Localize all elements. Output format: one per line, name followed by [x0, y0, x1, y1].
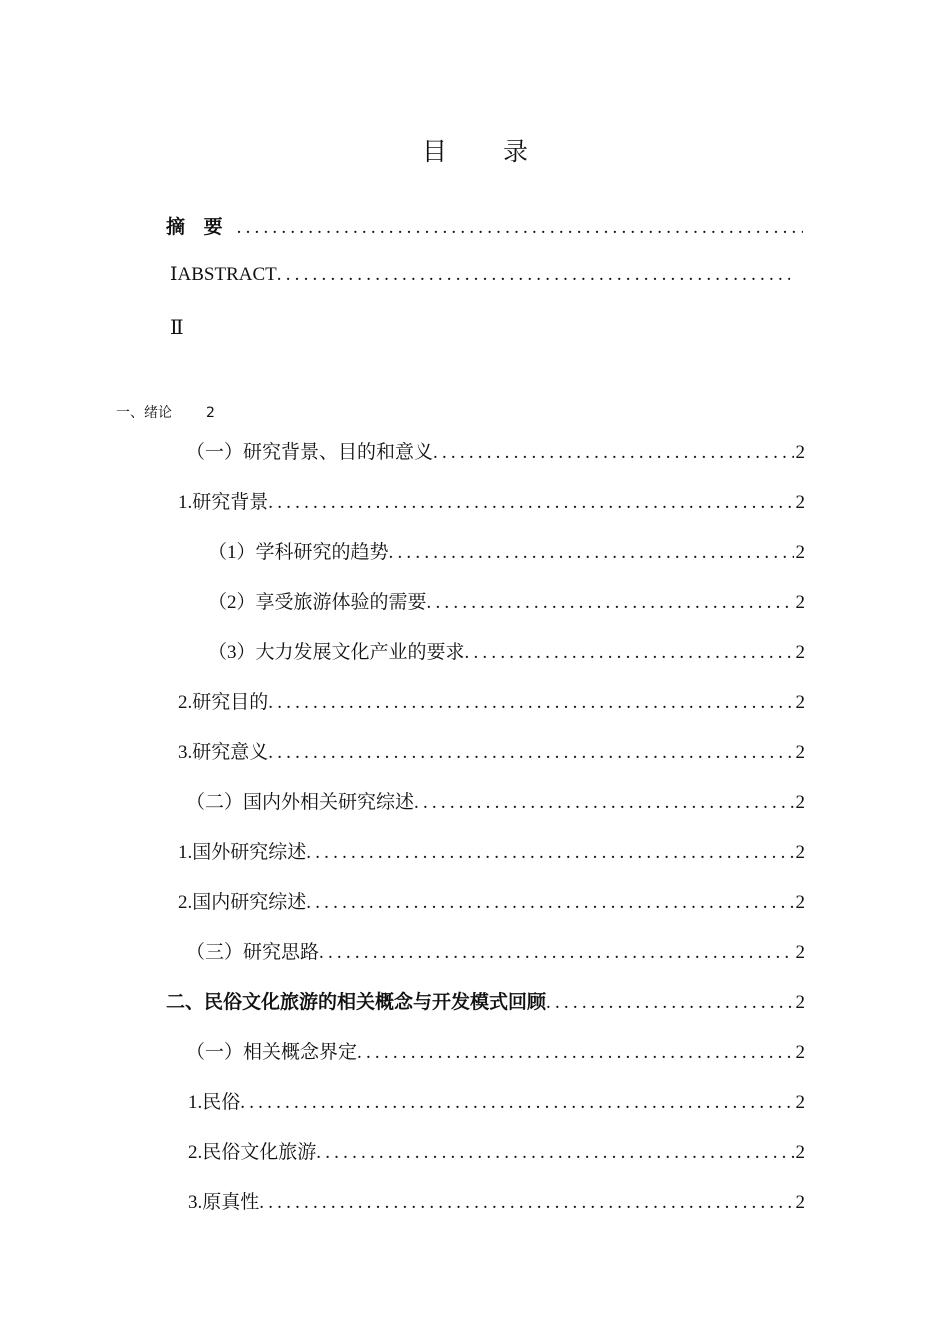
toc-entry-label: （一）研究背景、目的和意义: [186, 442, 434, 463]
toc-entry-intro[interactable]: [116, 402, 215, 422]
toc-entry-label: （二）国内外相关研究综述: [186, 792, 415, 813]
toc-entry-abstract-en[interactable]: [170, 263, 792, 286]
toc-entry[interactable]: [186, 1037, 805, 1064]
toc-entry-label: （一）相关概念界定: [186, 1042, 358, 1063]
toc-entry-label: 1.民俗: [188, 1092, 241, 1113]
toc-entry-page: 2: [795, 442, 805, 463]
dot-leader: [433, 442, 793, 464]
toc-entry-page: 2: [795, 1042, 805, 1063]
dot-leader: [414, 792, 793, 814]
toc-entry-page: 2: [795, 942, 805, 963]
toc-entry[interactable]: [186, 437, 805, 464]
toc-entry-page: 2: [795, 642, 805, 663]
toc-entry-page: 2: [795, 742, 805, 763]
toc-entry[interactable]: [188, 1187, 805, 1214]
toc-entry-label: ⅠABSTRACT: [170, 264, 277, 285]
toc-entry-label: 3.原真性: [188, 1192, 260, 1213]
toc-entry[interactable]: [188, 1087, 805, 1114]
toc-entry-label: 3.研究意义: [178, 742, 269, 763]
toc-entry-label: 2.民俗文化旅游: [188, 1142, 317, 1163]
toc-entry[interactable]: [208, 537, 805, 564]
toc-entry[interactable]: [178, 687, 805, 714]
toc-entry-page: 2: [795, 992, 805, 1013]
toc-entry[interactable]: [178, 887, 805, 914]
toc-entry-label: （2）享受旅游体验的需要: [208, 592, 427, 613]
dot-leader: [546, 992, 793, 1014]
toc-entry-label: 2.国内研究综述: [178, 892, 307, 913]
toc-entry-label: （1）学科研究的趋势: [208, 542, 389, 563]
dot-leader: [389, 542, 794, 564]
dot-leader: [357, 1042, 793, 1064]
toc-entry-page: 2: [795, 792, 805, 813]
dot-leader: [277, 264, 790, 286]
toc-entry-label: （三）研究思路: [186, 942, 320, 963]
toc-entry[interactable]: [178, 837, 805, 864]
toc-entry[interactable]: [178, 487, 805, 514]
toc-entry[interactable]: [208, 637, 805, 664]
toc-entry-page: 2: [795, 542, 805, 563]
dot-leader: [259, 1192, 793, 1214]
toc-entry-label: 一、绪论: [116, 405, 172, 421]
dot-leader: [268, 742, 793, 764]
toc-entry[interactable]: [186, 787, 805, 814]
dot-leader: [306, 842, 793, 864]
dot-leader: [268, 492, 793, 514]
dot-leader: [240, 1092, 793, 1114]
toc-entry-page: 2: [206, 405, 215, 421]
toc-entry-page: 2: [795, 1142, 805, 1163]
toc-entry-label: 摘 要: [166, 216, 229, 238]
toc-title: 目 录: [422, 137, 552, 166]
toc-entry-page: 2: [795, 842, 805, 863]
toc-entry[interactable]: [186, 937, 805, 964]
toc-entry-label: （3）大力发展文化产业的要求: [208, 642, 465, 663]
toc-entry-page: 2: [795, 492, 805, 513]
toc-entry-chapter[interactable]: [166, 987, 805, 1014]
toc-entry-page: 2: [795, 1092, 805, 1113]
toc-entry-page: 2: [795, 592, 805, 613]
toc-entry[interactable]: [178, 737, 805, 764]
toc-entry-label: 2.研究目的: [178, 692, 269, 713]
dot-leader: [427, 592, 794, 614]
roman-numeral-two: Ⅱ: [170, 317, 184, 339]
toc-entry[interactable]: [208, 587, 805, 614]
dot-leader: [237, 217, 803, 239]
dot-leader: [316, 1142, 793, 1164]
dot-leader: [268, 692, 793, 714]
toc-entry-label: 二、民俗文化旅游的相关概念与开发模式回顾: [166, 991, 547, 1013]
dot-leader: [319, 942, 793, 964]
toc-entry-abstract-cn[interactable]: [166, 212, 805, 239]
dot-leader: [306, 892, 793, 914]
toc-entry-page: 2: [795, 892, 805, 913]
toc-entry-page: 2: [795, 692, 805, 713]
toc-entry-page: 2: [795, 1192, 805, 1213]
toc-entry[interactable]: [188, 1137, 805, 1164]
toc-entry-label: 1.研究背景: [178, 492, 269, 513]
toc-entry-label: 1.国外研究综述: [178, 842, 307, 863]
dot-leader: [465, 642, 794, 664]
